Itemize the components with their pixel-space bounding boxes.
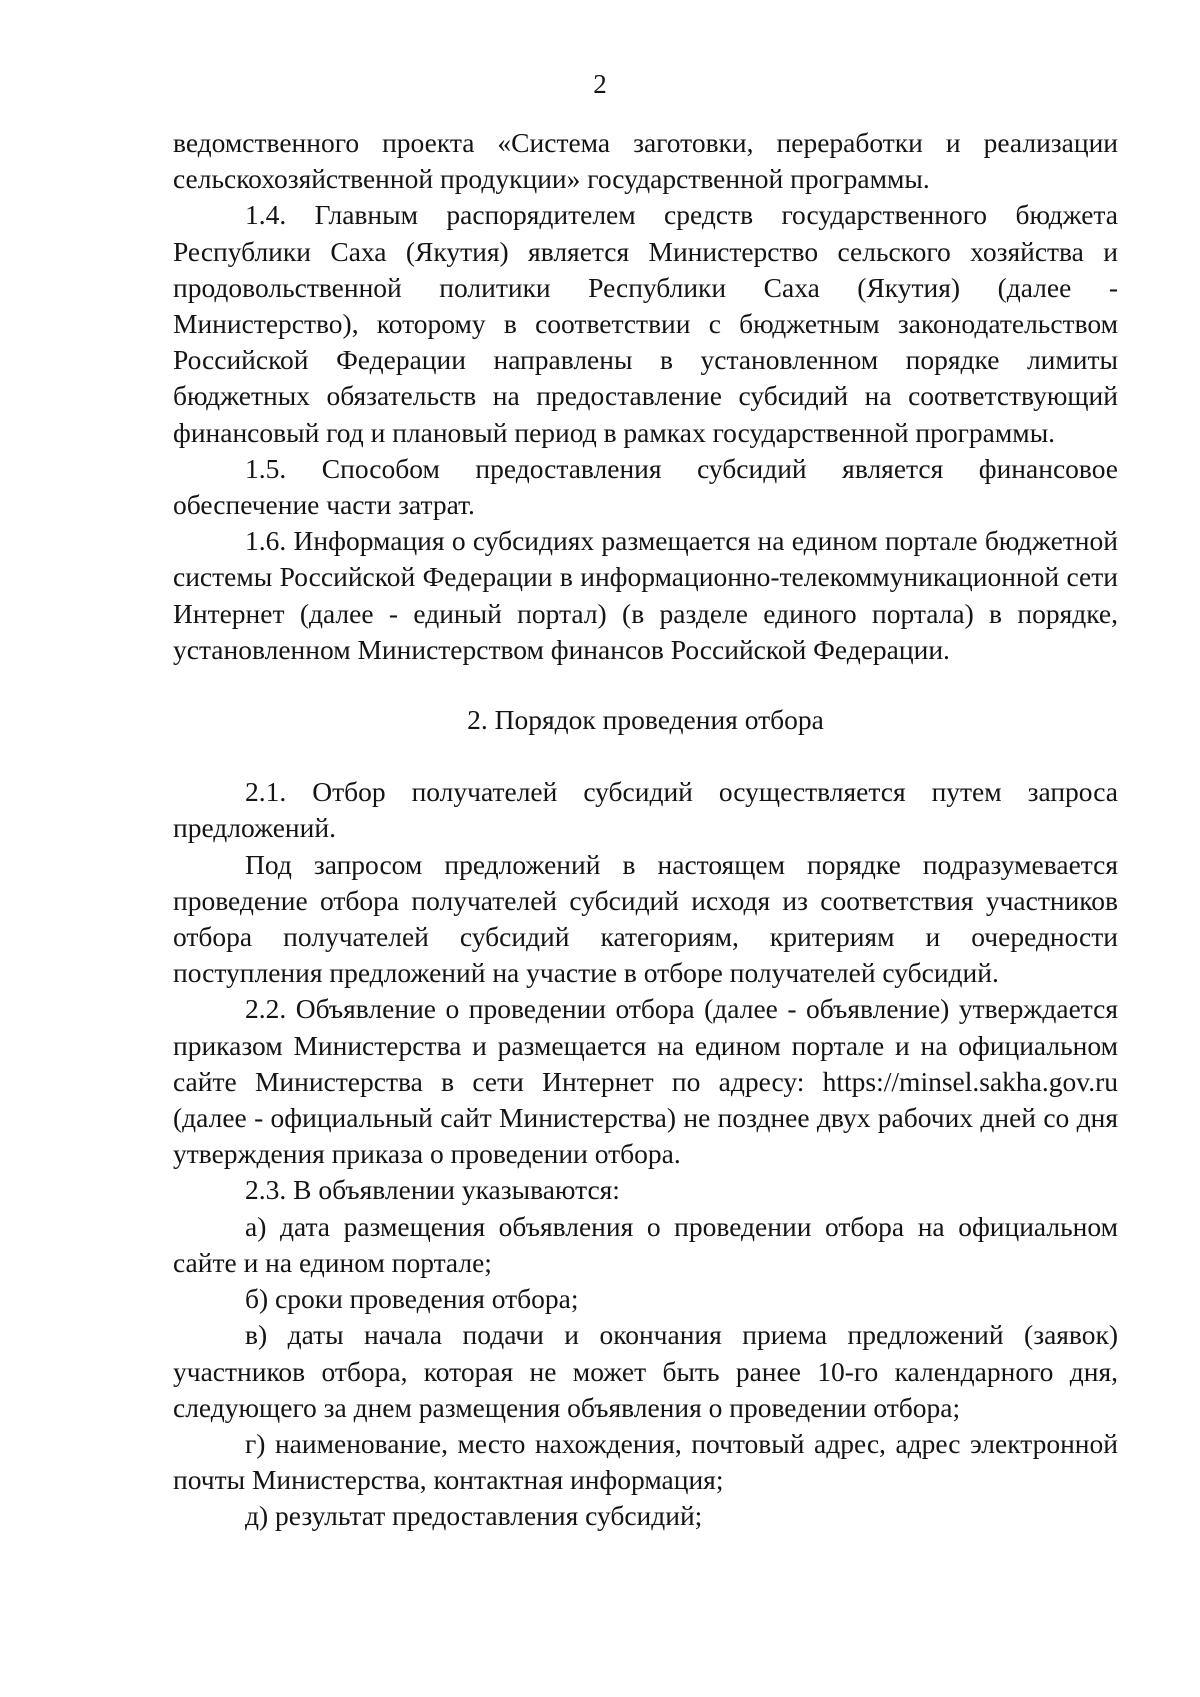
paragraph-2-3: 2.3. В объявлении указываются: (245, 1174, 620, 1206)
list-item-b: б) сроки проведения отбора; (245, 1283, 579, 1315)
section-heading: 2. Порядок проведения отбора (467, 704, 824, 736)
paragraph-2-1: 2.1. Отбор получателей субсидий осуществляется путем запроса предложений. (173, 776, 1118, 844)
paragraph-1-4: 1.4. Главным распорядителем средств государственного бюджета Республики Саха (Якутия) является Министерство сельского хозяйства и продовольственной политики Республики Саха (Якутия) (далее - Министерство), которому в соответствии с бюджетным законодательством Российской Федерации направлены в установленном порядке лимиты бюджетных обязательств на предоставление субсидий на соответствующий финансовый год и плановый период в рамках государственной программы. (173, 199, 1118, 448)
paragraph-request-definition: Под запросом предложений в настоящем порядке подразумевается проведение отбора получателей субсидий исходя из соответствия участников отбора получателей субсидий категориям, критериям и очередности поступления предложений на участие в отборе получателей субсидий. (173, 848, 1118, 989)
paragraph-project-continuation: ведомственного проекта «Система заготовки, переработки и реализации сельскохозяйственной продукции» государственной программы. (173, 127, 1118, 195)
list-item-d: д) результат предоставления субсидий; (245, 1500, 703, 1532)
paragraph-1-5: 1.5. Способом предоставления субсидий является финансовое обеспечение части затрат. (173, 452, 1118, 521)
paragraph-2-2: 2.2. Объявление о проведении отбора (далее - объявление) утверждается приказом Министерства и размещается на едином портале и на официальном сайте Министерства в сети Интернет по адресу: https://minsel.sakha.gov.ru (далее - официальный сайт Министерства) не позднее двух рабочих дней со дня утверждения приказа о проведении отбора. (173, 993, 1118, 1170)
list-item-v: в) даты начала подачи и окончания приема предложений (заявок) участников отбора, которая не может быть ранее 10-го календарного дня, следующего за днем размещения объявления о проведении отбора; (173, 1319, 1118, 1423)
paragraph-1-6: 1.6. Информация о субсидиях размещается на едином портале бюджетной системы Российской Федерации в информационно-телекоммуникационной сети Интернет (далее - единый портал) (в разделе единого портала) в порядке, установленном Министерством финансов Российской Федерации. (173, 525, 1118, 665)
list-item-a: а) дата размещения объявления о проведении отбора на официальном сайте и на едином портале; (173, 1210, 1118, 1278)
list-item-g: г) наименование, место нахождения, почтовый адрес, адрес электронной почты Министерства, контактная информация; (173, 1427, 1118, 1496)
page-number: 2 (593, 69, 607, 99)
document-body (173, 125, 1118, 1535)
